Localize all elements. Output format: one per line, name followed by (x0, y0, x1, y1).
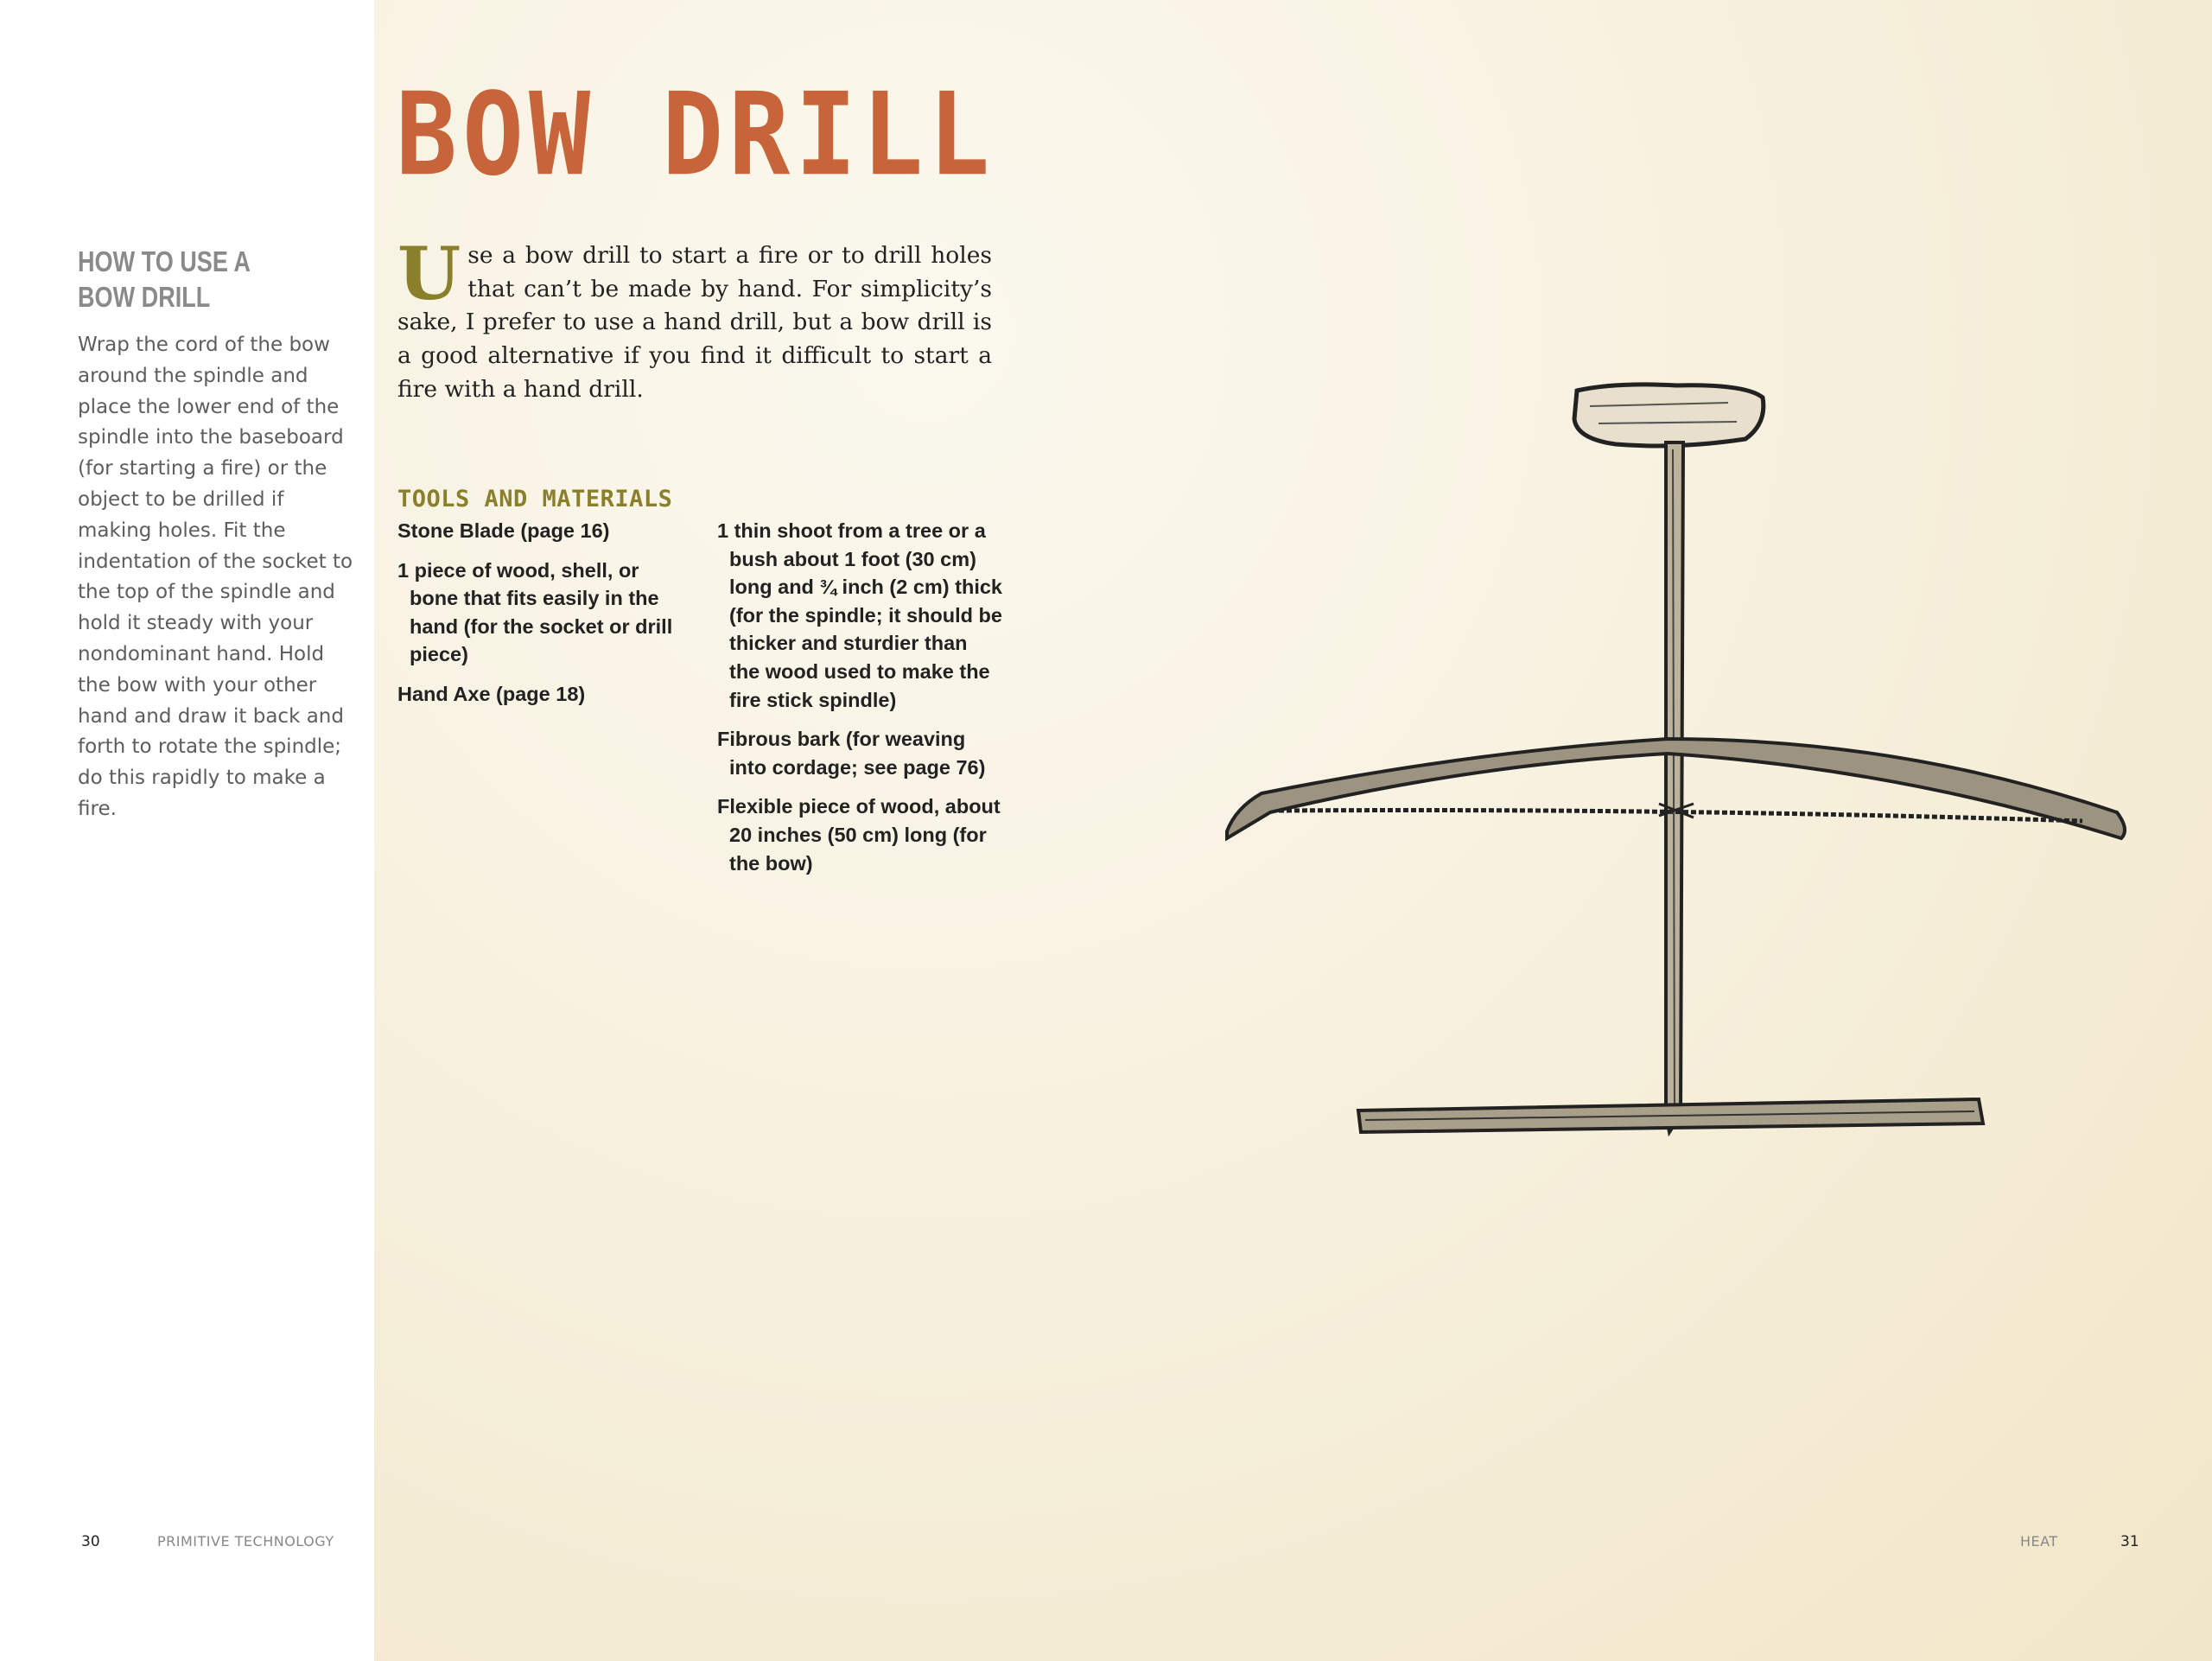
spindle (1666, 442, 1683, 1132)
tools-column-2 (717, 517, 1002, 888)
right-running-head: HEAT (2020, 1533, 2058, 1550)
tools-heading: TOOLS AND MATERIALS (397, 486, 673, 512)
baseboard (1358, 1099, 1983, 1132)
left-page-number: 30 (81, 1533, 100, 1550)
sidebar-heading: HOW TO USE A BOW DRILL (78, 245, 251, 313)
sidebar-body: Wrap the cord of the bow around the spindle and place the lower end of the spindle into the baseboard (for starting a fire) or the object to be drilled if making holes. Fit the indentation of the socket to the top of the spindle and hold it steady with your nondominant hand. Hold the bow with your other hand and draw it back and forth to rotate the spindle; do this rapidly to make a fire. (78, 334, 353, 820)
intro-paragraph (397, 231, 992, 407)
list-item: 1 thin shoot from a tree or a bush about 1 foot (30 cm) long and ¾ inch (2 cm) thick (for the spindle; it should be thicker and sturdier than the wood used to make the fire stick spindle) (717, 519, 1002, 711)
list-item: Fibrous bark (for weaving into cordage; see page 76) (717, 728, 986, 779)
page-title: BOW DRILL (396, 67, 995, 201)
bow-drill-illustration (1210, 372, 2143, 1149)
list-item: 1 piece of wood, shell, or bone that fits easily in the hand (for the socket or drill piece) (397, 558, 673, 666)
drop-cap: U (397, 231, 461, 316)
left-running-head: PRIMITIVE TECHNOLOGY (157, 1533, 334, 1550)
socket-stone (1574, 385, 1764, 446)
list-item: Hand Axe (page 18) (397, 682, 586, 705)
list-item: Flexible piece of wood, about 20 inches (50 cm) long (for the bow) (717, 795, 1001, 875)
intro-text: se a bow drill to start a fire or to drill holes that can’t be made by hand. For simplicity’s sake, I prefer to use a hand drill, but a bow drill is a good alternative if you find it difficult to start a fire with a hand drill. (397, 242, 992, 403)
list-item: Stone Blade (page 16) (397, 519, 610, 542)
tools-column-1 (397, 517, 674, 720)
right-page-number: 31 (2120, 1533, 2139, 1550)
